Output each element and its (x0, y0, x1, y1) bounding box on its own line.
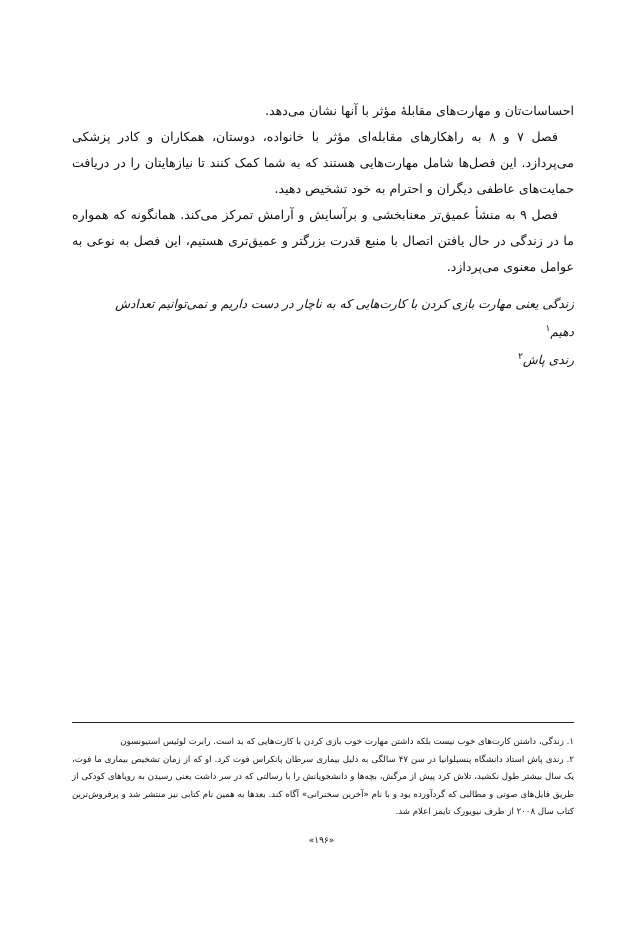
footnotes (72, 734, 574, 822)
body-text (72, 98, 574, 280)
paragraph-1: احساسات‌تان و مهارت‌های مقابلهٔ مؤثر با آنها نشان می‌دهد. (265, 103, 574, 118)
page-number: «۱۹۶» (308, 836, 335, 846)
footnote-2: ۲. رندی پاش استاد دانشگاه پنسیلوانیا در سن ۴۷ سالگی به دلیل بیماری سرطان پانکراس فوت کرد. او که از زمان تشخیص بیماری ما فوت، یک سال بیشتر طول نکشید، تلاش کرد پیش از مرگش، بچه‌ها و دانشجویانش را با رسالتی که در سر داشت یعنی رسیدن به رویاهای کودکی از طریق فایل‌های صوتی و مطالبی که گردآورده بود و با نام «آخرین سخنرانی» آگاه کند. بعدها به همین نام کتابی نیز منتشر شد و پرفروش‌ترین کتاب سال ۲۰۰۸ از طرف نیویورک تایمز اعلام شد. (72, 754, 574, 817)
epigraph-quote (100, 290, 574, 374)
quote-attribution (100, 346, 574, 374)
footnote-ref-2: ۲ (518, 351, 523, 362)
quote-text: زندگی یعنی مهارت بازی کردن با کارت‌هایی که به ناچار در دست داریم و نمی‌توانیم تعدادش دهیم (115, 297, 574, 339)
footnote-1: ۱. زندگی، داشتن کارت‌های خوب نیست بلکه داشتن مهارت خوب بازی کردن با کارت‌هایی که بد است. رابرت لوئیس استیونسون (120, 737, 574, 747)
paragraph-3: فصل ۹ به منشأ عمیق‌تر معنابخشی و برآسایش و آرامش تمرکز می‌کند. همانگونه که همواره ما در زندگی در حال یافتن اتصال با منبع قدرت بزرگتر و عمیق‌تری هستیم، این فصل به نوعی به عوامل معنوی می‌پردازد. (72, 207, 574, 274)
footnote-divider (72, 722, 574, 723)
footnote-ref-1: ۱ (545, 323, 551, 334)
quote-line (100, 290, 574, 346)
paragraph-2: فصل ۷ و ۸ به راهکارهای مقابله‌ای مؤثر با خانواده، دوستان، همکاران و کادر پزشکی می‌پردازد. این فصل‌ها شامل مهارت‌هایی هستند که به شما کمک کنند تا نیازهایتان را در دریافت حمایت‌های عاطفی دیگران و احترام به خود تشخیص دهید. (72, 129, 574, 196)
quote-author: رندی پاش (522, 353, 574, 367)
